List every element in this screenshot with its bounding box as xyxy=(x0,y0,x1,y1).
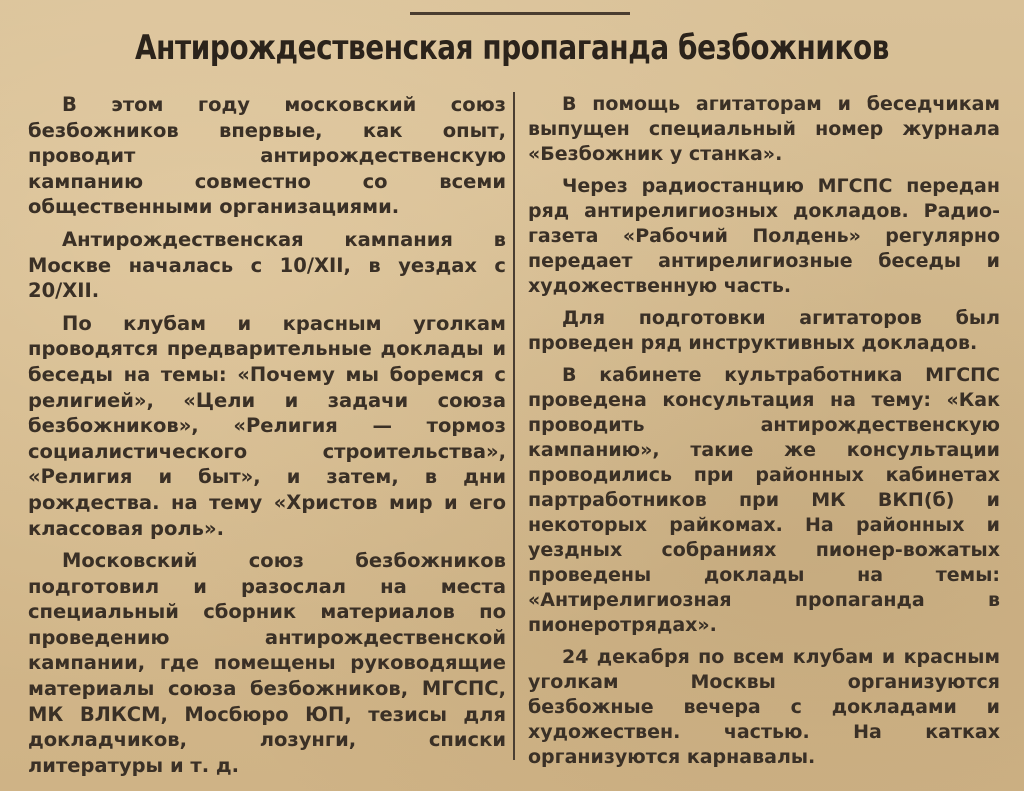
paragraph: В этом году московский союз безбожников впервые, как опыт, проводит антирождественскую кампанию совместно со всеми общественными организациями. xyxy=(28,93,506,219)
paragraph: В помощь агитаторам и беседчикам выпущен специальный номер журнала «Безбожник у станка». xyxy=(528,93,1000,165)
paragraph: Через радиостанцию МГСПС передан ряд антирелигиозных докладов. Радио-газета «Рабочий Полдень» регулярно передает антирелигиозные беседы и художественную часть. xyxy=(528,175,1000,297)
paragraph: По клубам и красным уголкам проводятся предварительные доклады и беседы на темы: «Почему мы боремся с религией», «Цели и задачи союза безбожников», «Религия — тормоз социалистического строительства», «Религия и быт», и затем, в дни рождества. на тему «Христов мир и его классовая роль». xyxy=(28,311,506,540)
paragraph: 24 декабря по всем клубам и красным уголкам Москвы организуются безбожные вечера с докладами и художествен. частью. На катках организуются карнавалы. xyxy=(528,646,1000,768)
left-column xyxy=(28,92,506,785)
paragraph: Антирождественская кампания в Москве началась с 10/XII, в уездах с 20/XII. xyxy=(28,227,506,303)
right-column xyxy=(528,92,1000,777)
article-headline: Антирождественская пропаганда безбожников xyxy=(135,28,889,68)
top-rule xyxy=(410,12,630,15)
paragraph: Для подготовки агитаторов был проведен ряд инструктивных докладов. xyxy=(528,307,1000,354)
paragraph: В кабинете культработника МГСПС проведена консультация на тему: «Как проводить антирождественскую кампанию», такие же консультации проводились при районных кабинетах партработников при МК ВКП(б) и некоторых райкомах. На районных и уездных собраниях пионер-вожатых проведены доклады на темы: «Антирелигиозная пропаганда в пионеротрядах». xyxy=(528,364,1000,636)
paragraph: Московский союз безбожников подготовил и разослал на места специальный сборник материалов по проведению антирождественской кампании, где помещены руководящие материалы союза безбожников, МГСПС, МК ВЛКСМ, Мосбюро ЮП, тезисы для докладчиков, лозунги, списки литературы и т. д. xyxy=(28,549,506,777)
column-divider xyxy=(513,92,515,760)
